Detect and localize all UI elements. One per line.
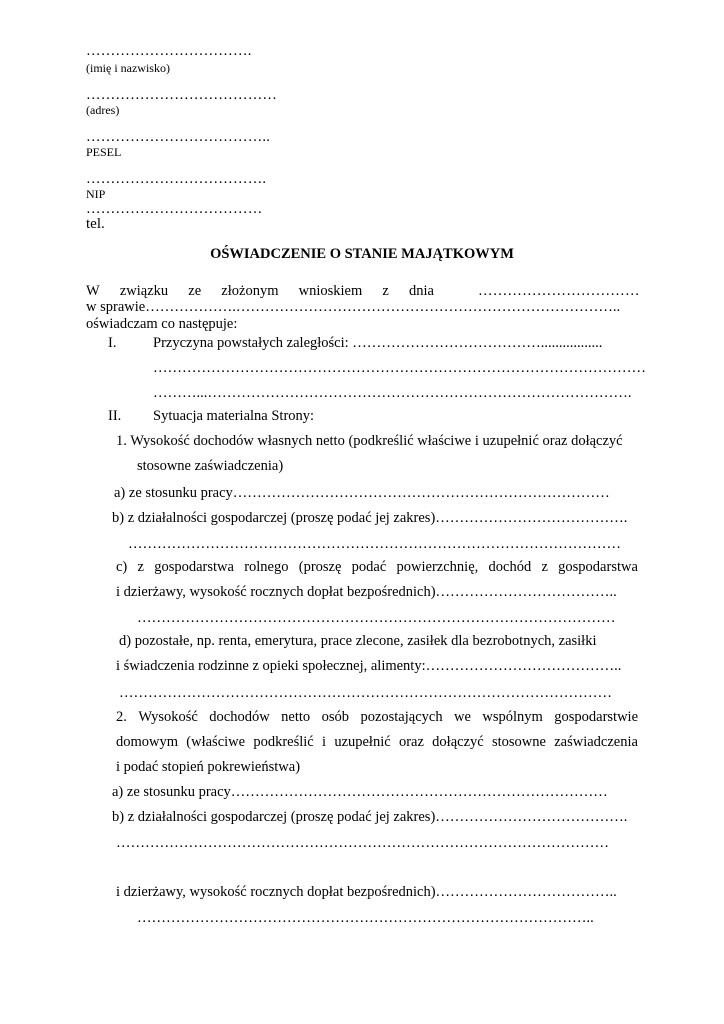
word: podkreślić bbox=[253, 734, 314, 750]
word: Wysokość bbox=[138, 709, 198, 725]
pesel-dots: ……………………………….. bbox=[86, 129, 271, 145]
item-1-d-line-1: d) pozostałe, np. renta, emerytura, prace zlecone, zasiłek dla bezrobotnych, zasiłki bbox=[119, 633, 597, 649]
item-2-line-3: i podać stopień pokrewieństwa) bbox=[116, 759, 301, 775]
item-2-line-2 bbox=[116, 733, 638, 751]
item-1-d-dots: ………………………………………………………………………………………… bbox=[119, 685, 612, 701]
item-2-line-1 bbox=[116, 708, 638, 726]
word: powierzchnię, bbox=[396, 559, 479, 575]
word: we bbox=[454, 709, 471, 725]
item-1-d-line-2: i świadczenia rodzinne z opieki społecznej, alimenty:………………………………….. bbox=[116, 658, 622, 674]
word: W bbox=[86, 283, 100, 299]
word: z bbox=[382, 283, 389, 299]
item-1-c-line-1 bbox=[116, 558, 638, 576]
word: 2. bbox=[116, 709, 127, 725]
word: podać bbox=[351, 559, 387, 575]
nip-label: NIP bbox=[86, 187, 106, 201]
item-2-c-dots: ………………………………………………………………………………….. bbox=[137, 910, 594, 926]
word: uzupełnić bbox=[334, 734, 391, 750]
section-1-label: Przyczyna powstałych zaległości: …………………………………................. bbox=[153, 335, 603, 351]
word: (proszę bbox=[298, 559, 342, 575]
intro-line-3: oświadczam co następuje: bbox=[86, 316, 238, 332]
word: (właściwe bbox=[186, 734, 246, 750]
address-label: (adres) bbox=[86, 103, 120, 117]
tel-label: tel. bbox=[86, 216, 105, 232]
word: rolnego bbox=[244, 559, 289, 575]
section-1-number: I. bbox=[108, 335, 117, 351]
word: osób bbox=[321, 709, 349, 725]
word: pozostających bbox=[360, 709, 443, 725]
section-1-dots-2: ………...……………………………………………………………………………. bbox=[153, 385, 632, 401]
name-dots: ……………………………. bbox=[86, 43, 252, 59]
word: oraz bbox=[398, 734, 424, 750]
document-title: OŚWIADCZENIE O STANIE MAJĄTKOWYM bbox=[210, 246, 514, 262]
word: domowym bbox=[116, 734, 179, 750]
item-2-b: b) z działalności gospodarczej (proszę podać jej zakres)…………………………………. bbox=[112, 809, 628, 825]
word: i bbox=[322, 734, 327, 750]
nip-dots: ………………………………. bbox=[86, 171, 267, 187]
tel-dots: ……………………………… bbox=[86, 201, 263, 217]
word: dnia bbox=[408, 283, 434, 299]
word: dochód bbox=[488, 559, 532, 575]
item-2-c-line-2: i dzierżawy, wysokość rocznych dopłat bezpośrednich)……………………………….. bbox=[116, 884, 617, 900]
word: gospodarstwie bbox=[554, 709, 638, 725]
item-1-a: a) ze stosunku pracy…………………………………………………………………… bbox=[114, 485, 610, 501]
word: złożonym bbox=[221, 283, 279, 299]
word: gospodarstwa bbox=[154, 559, 234, 575]
word: stosowne bbox=[491, 734, 546, 750]
word: netto bbox=[281, 709, 311, 725]
intro-date-dots: …………………………… bbox=[478, 283, 640, 299]
word: z bbox=[137, 559, 144, 575]
item-1-c-line-2: i dzierżawy, wysokość rocznych dopłat bezpośrednich)……………………………….. bbox=[116, 584, 617, 600]
name-label: (imię i nazwisko) bbox=[86, 61, 170, 75]
section-1-dots-1: ………………………………………………………………………………………… bbox=[153, 360, 646, 376]
item-1-b-dots: ………………………………………………………………………………………… bbox=[128, 536, 621, 552]
item-2-a: a) ze stosunku pracy…………………………………………………………………… bbox=[112, 784, 608, 800]
word: z bbox=[541, 559, 548, 575]
word: zaświadczenia bbox=[554, 734, 638, 750]
word: związku bbox=[119, 283, 169, 299]
section-2-label: Sytuacja materialna Strony: bbox=[153, 408, 315, 424]
word: gospodarstwa bbox=[558, 559, 638, 575]
word: dochodów bbox=[209, 709, 270, 725]
item-1-c-dots: ……………………………………………………………………………………… bbox=[137, 610, 616, 626]
pesel-label: PESEL bbox=[86, 145, 122, 159]
word: ze bbox=[188, 283, 202, 299]
item-1-b: b) z działalności gospodarczej (proszę podać jej zakres)…………………………………. bbox=[112, 510, 628, 526]
address-dots: ………………………………… bbox=[86, 87, 278, 103]
word: dołączyć bbox=[432, 734, 484, 750]
intro-line-2: w sprawie……………….…………………………………………………………………….. bbox=[86, 299, 621, 315]
item-1-line-1: 1. Wysokość dochodów własnych netto (podkreślić właściwe i uzupełnić oraz dołączyć bbox=[116, 433, 623, 449]
item-1-line-2: stosowne zaświadczenia) bbox=[137, 458, 284, 474]
word: wnioskiem bbox=[298, 283, 363, 299]
word: wspólnym bbox=[482, 709, 543, 725]
section-2-number: II. bbox=[108, 408, 122, 424]
item-2-b-dots: ………………………………………………………………………………………… bbox=[116, 835, 609, 851]
word: c) bbox=[116, 559, 128, 575]
